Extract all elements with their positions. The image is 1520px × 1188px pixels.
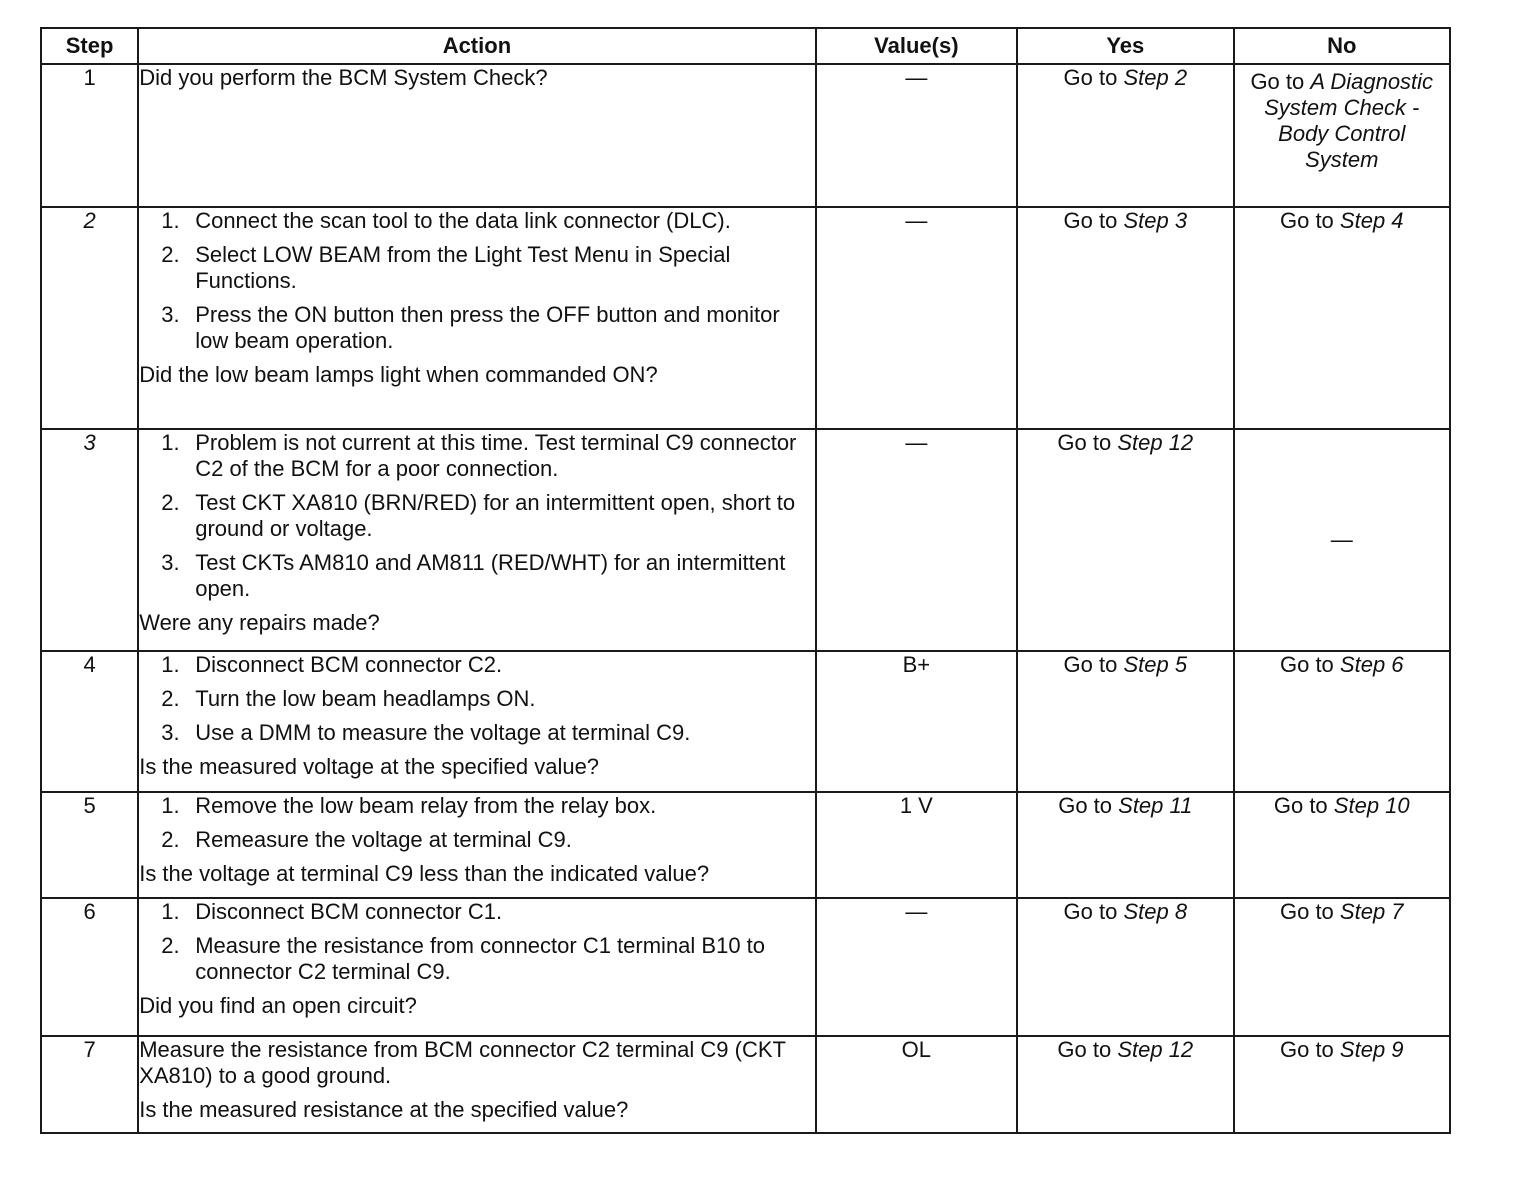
no-cell	[1234, 651, 1450, 792]
header-action: Action	[138, 28, 815, 64]
action-question: Is the measured voltage at the specified value?	[139, 754, 600, 779]
action-step: 2. Remeasure the voltage at terminal C9.	[161, 827, 572, 852]
action-step: 1. Disconnect BCM connector C1.	[161, 899, 503, 924]
value-cell: —	[816, 207, 1017, 429]
yes-cell	[1017, 64, 1233, 207]
no-goto-target: Step 6	[1339, 652, 1404, 677]
header-values: Value(s)	[816, 28, 1017, 64]
action-cell	[138, 898, 815, 1036]
value-cell: —	[816, 64, 1017, 207]
yes-goto-target: Step 12	[1117, 1037, 1194, 1062]
action-step: 3. Test CKTs AM810 and AM811 (RED/WHT) for an intermittent open.	[161, 550, 786, 601]
value-cell: —	[816, 429, 1017, 651]
value-cell: B+	[816, 651, 1017, 792]
header-row	[41, 28, 1450, 64]
diagnostic-table	[40, 27, 1451, 1134]
table-row	[41, 429, 1450, 651]
no-goto-prefix: Go to	[1279, 652, 1334, 677]
header-step: Step	[41, 28, 138, 64]
table-row	[41, 898, 1450, 1036]
no-cell	[1234, 898, 1450, 1036]
yes-goto-target: Step 5	[1123, 652, 1188, 677]
action-step: 1. Connect the scan tool to the data link connector (DLC).	[161, 208, 731, 233]
step-number: 5	[41, 792, 138, 898]
yes-goto-prefix: Go to	[1057, 1037, 1112, 1062]
action-cell	[138, 64, 815, 207]
yes-cell	[1017, 207, 1233, 429]
yes-goto-prefix: Go to	[1063, 208, 1118, 233]
no-goto-target: A Diagnostic System Check - Body Control System	[1264, 69, 1434, 172]
yes-goto-target: Step 12	[1117, 430, 1194, 455]
step-number: 1	[41, 64, 138, 207]
value-cell: —	[816, 898, 1017, 1036]
action-step: 1. Disconnect BCM connector C2.	[161, 652, 503, 677]
action-step: 2. Select LOW BEAM from the Light Test Menu in Special Functions.	[161, 242, 731, 293]
no-goto-prefix: Go to	[1273, 793, 1328, 818]
action-steps	[139, 899, 814, 985]
step-number: 3	[41, 429, 138, 651]
action-instruction: Measure the resistance from BCM connector C2 terminal C9 (CKT XA810) to a good ground.	[139, 1037, 786, 1088]
no-cell	[1234, 64, 1450, 207]
value-cell: OL	[816, 1036, 1017, 1133]
yes-goto-target: Step 8	[1123, 899, 1188, 924]
yes-goto-prefix: Go to	[1058, 793, 1113, 818]
no-cell	[1234, 1036, 1450, 1133]
yes-goto-target: Step 11	[1118, 793, 1193, 818]
action-cell	[138, 1036, 815, 1133]
action-step: 1. Remove the low beam relay from the relay box.	[161, 793, 657, 818]
table-row	[41, 1036, 1450, 1133]
no-cell: —	[1234, 429, 1450, 651]
no-goto-prefix: Go to	[1279, 208, 1334, 233]
step-number: 4	[41, 651, 138, 792]
no-cell	[1234, 207, 1450, 429]
action-step: 3. Press the ON button then press the OFF button and monitor low beam operation.	[161, 302, 780, 353]
action-steps	[139, 430, 814, 602]
step-number: 2	[41, 207, 138, 429]
action-cell	[138, 207, 815, 429]
yes-goto-prefix: Go to	[1063, 899, 1118, 924]
yes-cell	[1017, 1036, 1233, 1133]
yes-goto-prefix: Go to	[1063, 652, 1118, 677]
action-step: 1. Problem is not current at this time. Test terminal C9 connector C2 of the BCM for a poor connection.	[161, 430, 797, 481]
action-question: Is the voltage at terminal C9 less than the indicated value?	[139, 861, 710, 886]
action-step: 2. Turn the low beam headlamps ON.	[161, 686, 536, 711]
no-goto-target: Step 4	[1339, 208, 1404, 233]
yes-cell	[1017, 792, 1233, 898]
step-number: 7	[41, 1036, 138, 1133]
action-steps	[139, 652, 814, 746]
value-cell: 1 V	[816, 792, 1017, 898]
action-cell	[138, 429, 815, 651]
yes-cell	[1017, 429, 1233, 651]
table-row	[41, 792, 1450, 898]
action-cell	[138, 792, 815, 898]
action-question: Is the measured resistance at the specified value?	[139, 1097, 629, 1122]
no-goto-prefix: Go to	[1250, 69, 1305, 94]
yes-cell	[1017, 898, 1233, 1036]
action-steps	[139, 208, 814, 354]
action-question: Were any repairs made?	[139, 610, 380, 635]
no-goto-prefix: Go to	[1279, 899, 1334, 924]
no-goto-prefix: Go to	[1279, 1037, 1334, 1062]
action-step: 3. Use a DMM to measure the voltage at terminal C9.	[161, 720, 691, 745]
no-goto-target: Step 9	[1339, 1037, 1404, 1062]
no-goto-target: Step 10	[1333, 793, 1410, 818]
yes-cell	[1017, 651, 1233, 792]
table-row	[41, 651, 1450, 792]
action-cell	[138, 651, 815, 792]
action-step: 2. Measure the resistance from connector C1 terminal B10 to connector C2 terminal C9.	[161, 933, 766, 984]
step-number: 6	[41, 898, 138, 1036]
action-steps	[139, 793, 814, 853]
action-question: Did the low beam lamps light when commanded ON?	[139, 362, 658, 387]
action-step: 2. Test CKT XA810 (BRN/RED) for an intermittent open, short to ground or voltage.	[161, 490, 796, 541]
action-question: Did you perform the BCM System Check?	[139, 65, 548, 90]
table-row	[41, 64, 1450, 207]
yes-goto-target: Step 2	[1123, 65, 1188, 90]
action-question: Did you find an open circuit?	[139, 993, 417, 1018]
table-row	[41, 207, 1450, 429]
no-cell	[1234, 792, 1450, 898]
header-no: No	[1234, 28, 1450, 64]
no-goto-target: Step 7	[1339, 899, 1404, 924]
yes-goto-prefix: Go to	[1063, 65, 1118, 90]
header-yes: Yes	[1017, 28, 1233, 64]
yes-goto-target: Step 3	[1123, 208, 1188, 233]
yes-goto-prefix: Go to	[1057, 430, 1112, 455]
